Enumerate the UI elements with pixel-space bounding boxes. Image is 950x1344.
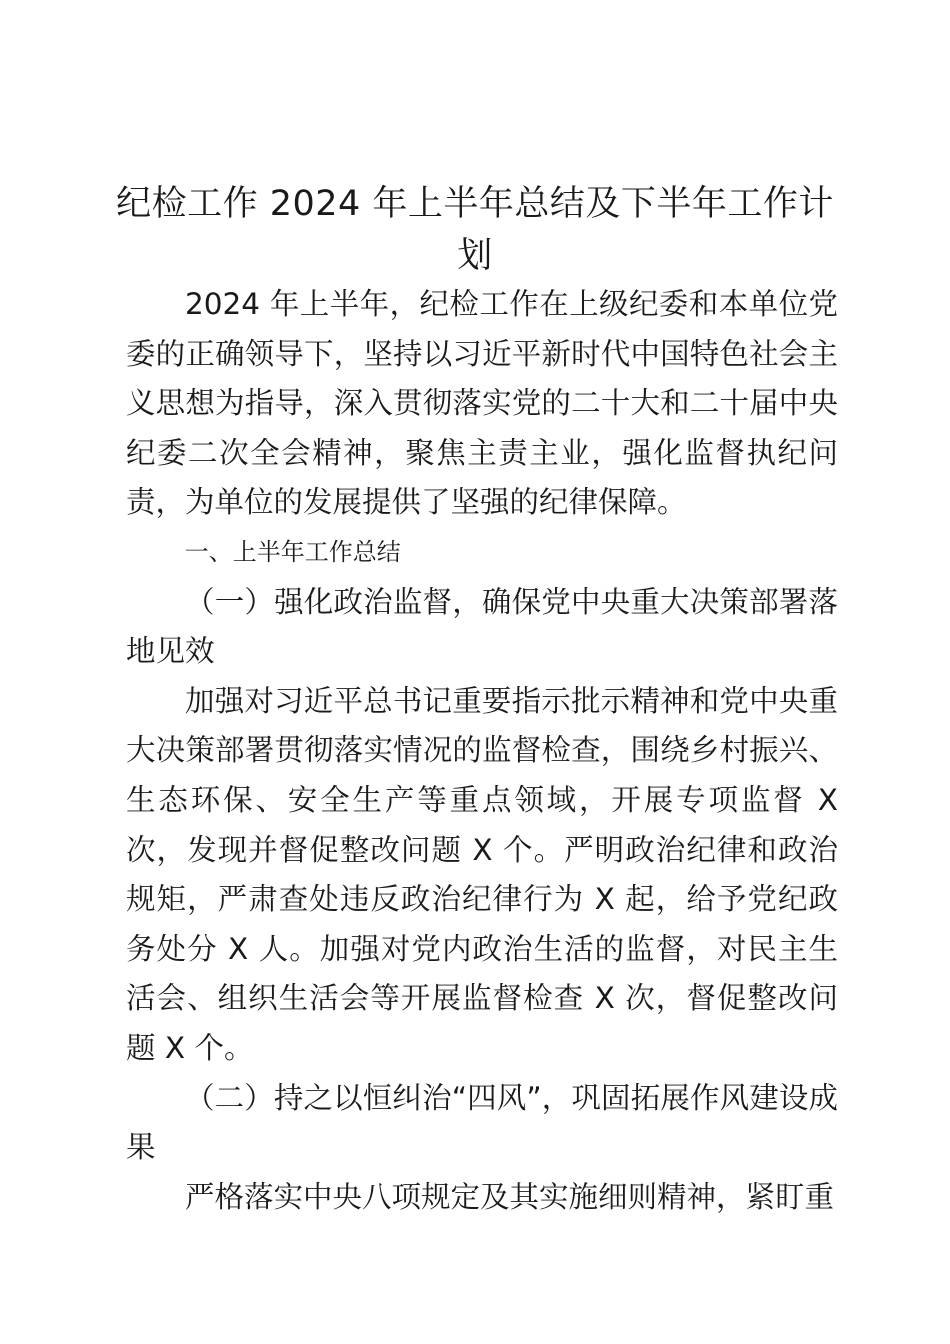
intro-paragraph: 2024 年上半年，纪检工作在上级纪委和本单位党委的正确领导下，坚持以习近平新时代中国特色社会主义思想为指导，深入贯彻落实党的二十大和二十届中央纪委二次全会精神，聚焦主责主业，强化监督执纪问责，为单位的发展提供了坚强的纪律保障。 <box>126 287 838 520</box>
document-body <box>126 280 838 1222</box>
subsection-paragraph-1: 加强对习近平总书记重要指示批示精神和党中央重大决策部署贯彻落实情况的监督检查，围绕乡村振兴、生态环保、安全生产等重点领域，开展专项监督 X 次，发现并督促整改问题 X 个。严明政治纪律和政治规矩，严肃查处违反政治纪律行为 X 起，给予党纪政务处分 X 人。加强对党内政治生活的监督，对民主生活会、组织生活会等开展监督检查 X 次，督促整改问题 X 个。 <box>126 683 838 1065</box>
subsection-heading-2: （二）持之以恒纠治“四风”，巩固拓展作风建设成果 <box>126 1080 838 1165</box>
subsection-heading-1: （一）强化政治监督，确保党中央重大决策部署落地见效 <box>126 584 838 669</box>
section-heading: 一、上半年工作总结 <box>184 537 401 566</box>
subsection-paragraph-2: 严格落实中央八项规定及其实施细则精神，紧盯重 <box>185 1179 835 1214</box>
document-title: 纪检工作 2024 年上半年总结及下半年工作计划 <box>116 184 834 276</box>
